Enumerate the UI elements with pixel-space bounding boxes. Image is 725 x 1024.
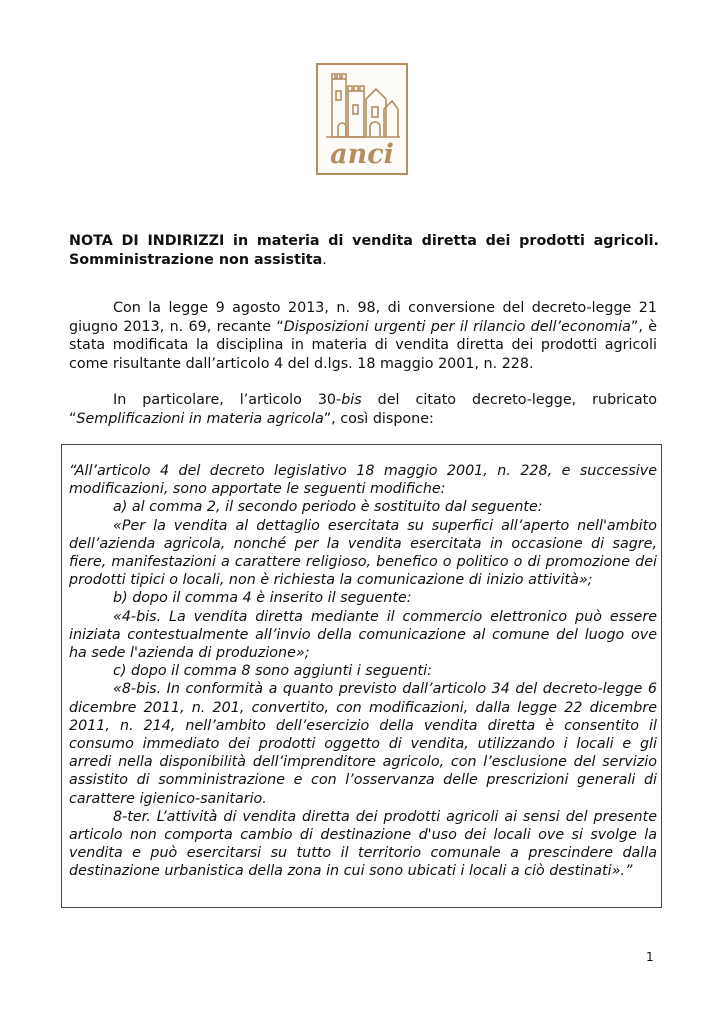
quote-line: «4-bis. La vendita diretta mediante il commercio elettronico può essere iniziata contestualmente all’invio della comunicazione al comune del luogo ove ha sede l'azienda di produzione»;	[69, 608, 657, 662]
logo-text: anci	[330, 139, 394, 170]
p2-part3: ”, così dispone:	[323, 410, 434, 427]
quoted-law-text	[69, 462, 657, 881]
p2-italic-bis: bis	[341, 392, 362, 408]
p1-decree-title: Disposizioni urgenti per il rilancio dell’economia	[283, 318, 631, 335]
quote-line: a) al comma 2, il secondo periodo è sostituito dal seguente:	[113, 499, 543, 516]
title-suffix: .	[322, 252, 327, 268]
second-paragraph	[69, 391, 657, 428]
quote-line: b) dopo il comma 4 è inserito il seguente:	[113, 590, 412, 607]
p2-italic-rubric: Semplificazioni in materia agricola	[76, 410, 324, 427]
quote-line: «Per la vendita al dettaglio esercitata su superfici all’aperto nell'ambito dell’azienda agricola, nonché per la vendita esercitata in occasione di sagre, fiere, manifestazioni a carattere religioso, benefico o politico o di promozione dei prodotti tipici o locali, non è richiesta la comunicazione di inizio attività»;	[69, 517, 657, 589]
quote-line: «8-bis. In conformità a quanto previsto dall’articolo 34 del decreto-legge 6 dicembre 2011, n. 201, convertito, con modificazioni, dalla legge 22 dicembre 2011, n. 214, nell’ambito dell’esercizio della vendita diretta è consentito il consumo immediato dei prodotti oggetto di vendita, utilizzando i locali e gli arredi nella disponibilità dell’imprenditore agricolo, con l’esclusione del servizio assistito di somministrazione e con l’osservanza delle prescrizioni generali di carattere igienico-sanitario.	[69, 681, 657, 807]
quote-line: “All’articolo 4 del decreto legislativo 18 maggio 2001, n. 228, e successive modificazioni, sono apportate le seguenti modifiche:	[69, 463, 657, 498]
quote-line: 8-ter. L’attività di vendita diretta dei prodotti agricoli ai sensi del presente articolo non comporta cambio di destinazione d'uso dei locali ove si svolge la vendita e può esercitarsi su tutto il territorio comunale a prescindere dalla destinazione urbanistica della zona in cui sono ubicati i locali a ciò destinati».”	[69, 808, 657, 880]
p1-before: Con la legge 9 agosto 2013, n. 98, di conversione del decreto-legge 21 giugno 2013, n. 69, recante “	[69, 300, 657, 335]
anci-logo	[316, 63, 408, 175]
p1-after: ”, è stata modificata la disciplina in materia di vendita diretta dei prodotti agricoli come risultante dall’articolo 4 del d.lgs. 18 maggio 2001, n. 228.	[69, 318, 657, 372]
title-bold-text: NOTA DI INDIRIZZI in materia di vendita diretta dei prodotti agricoli. Somministrazione non assistita	[69, 233, 659, 268]
p2-part1: In particolare, l’articolo 30-	[113, 392, 342, 408]
p2-part2: del citato decreto-legge, rubricato “	[69, 392, 657, 427]
document-title	[69, 232, 659, 270]
page-number: 1	[646, 950, 654, 964]
intro-paragraph	[69, 299, 657, 373]
anci-logo-mark	[318, 65, 406, 173]
quote-line: c) dopo il comma 8 sono aggiunti i seguenti:	[113, 663, 432, 680]
